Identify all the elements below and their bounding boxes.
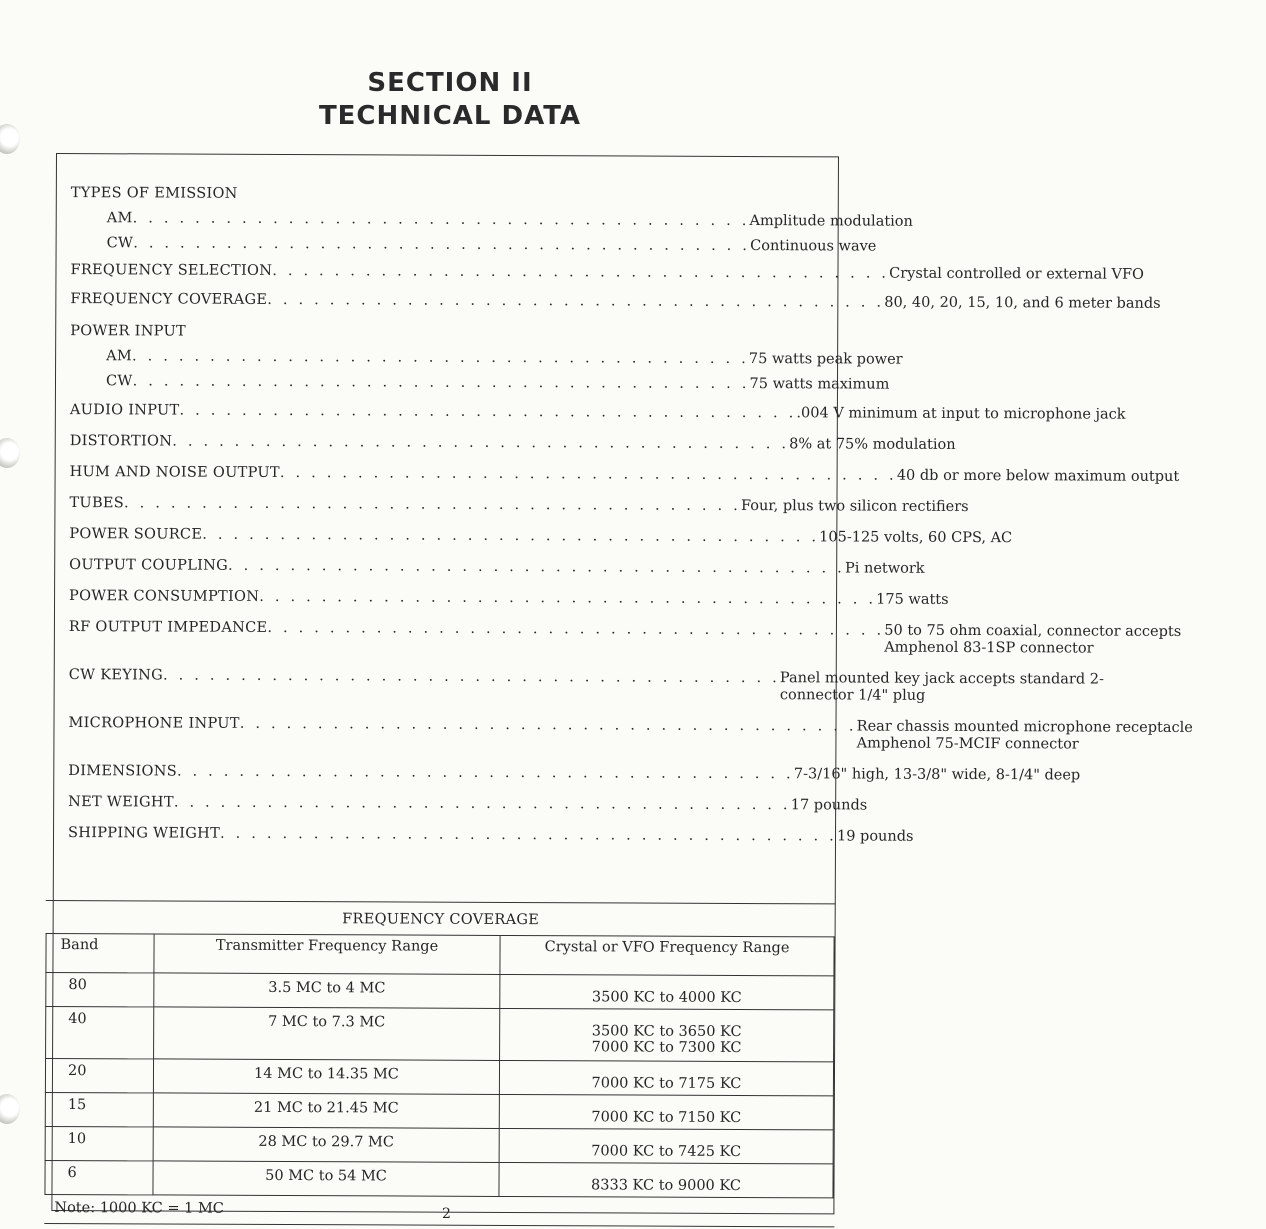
spec-item (68, 794, 868, 814)
spec-label: HUM AND NOISE OUTPUT (69, 464, 280, 481)
crystal-range-cell (499, 1094, 833, 1129)
spec-value: 19 pounds (836, 828, 914, 845)
spec-item (68, 715, 1193, 753)
spec-value: 175 watts (876, 591, 949, 608)
section-heading: SECTION II (367, 68, 533, 98)
spec-value: Panel mounted key jack accepts standard 2-connector 1/4" plug (779, 670, 1104, 704)
dot-leader: . . . . . . . . . . . . . . . . . . . . . . . . . . . . . . . . . . . . . . . . (179, 402, 797, 422)
dot-leader: . . . . . . . . . . . . . . . . . . . . . . . . . . . . . . . . . . . . . . . . (267, 291, 885, 311)
spec-row (69, 557, 925, 577)
crystal-range-cell (500, 1008, 834, 1061)
spec-group-label: POWER INPUT (70, 323, 187, 340)
spec-row (69, 495, 969, 515)
spec-value: Rear chassis mounted microphone receptacle Amphenol 75-MCIF connector (856, 718, 1193, 753)
dot-leader: . . . . . . . . . . . . . . . . . . . . . . . . . . . . . . . . . . . . . . . . (132, 348, 749, 368)
crystal-range-line: 3500 KC to 4000 KC (591, 989, 742, 1007)
spec-value: 75 watts maximum (749, 376, 890, 393)
spec-item (70, 291, 1161, 312)
spec-label: SHIPPING WEIGHT (67, 825, 221, 842)
dot-leader: . . . . . . . . . . . . . . . . . . . . . . . . . . . . . . . . . . . . . . . . (279, 464, 897, 484)
dot-leader: . . . . . . . . . . . . . . . . . . . . . . . . . . . . . . . . . . . . . . . . (172, 433, 790, 453)
spec-value: 75 watts peak power (748, 351, 903, 368)
dot-leader: . . . . . . . . . . . . . . . . . . . . . . . . . . . . . . . . . . . . . . . . (202, 526, 820, 546)
table-row (46, 1006, 834, 1061)
spec-label: DISTORTION (69, 433, 173, 450)
frequency-coverage-section (44, 900, 835, 1227)
dot-leader: . . . . . . . . . . . . . . . . . . . . . . . . . . . . . . . . . . . . . . . . (132, 210, 750, 230)
spec-row (69, 402, 1126, 423)
dot-leader: . . . . . . . . . . . . . . . . . . . . . . . . . . . . . . . . . . . . . . . . (124, 495, 742, 514)
transmitter-range-cell: 7 MC to 7.3 MC (154, 1007, 500, 1061)
crystal-range-line: 7000 KC to 7425 KC (591, 1143, 742, 1160)
spec-label: DIMENSIONS (68, 763, 177, 780)
spec-item (68, 619, 1182, 657)
binder-hole-bottom (0, 1094, 20, 1124)
spec-row (68, 763, 1081, 784)
spec-item (67, 825, 914, 845)
spec-label: POWER SOURCE (69, 526, 203, 543)
spec-item (70, 262, 1144, 283)
spec-label: OUTPUT COUPLING (69, 557, 229, 574)
spec-row (69, 526, 1013, 547)
spec-label: AM (106, 348, 133, 365)
column-header-transmitter-range: Transmitter Frequency Range (154, 934, 500, 975)
spec-value: 8% at 75% modulation (789, 436, 956, 453)
spec-item (69, 526, 1013, 547)
spec-label: MICROPHONE INPUT (68, 715, 240, 732)
transmitter-range-cell: 28 MC to 29.7 MC (153, 1127, 499, 1163)
spec-item (70, 182, 913, 255)
spec-item (69, 588, 949, 608)
spec-item (69, 402, 1126, 423)
column-header-band: Band (46, 933, 154, 972)
spec-value: 80, 40, 20, 15, 10, and 6 meter bands (884, 294, 1161, 312)
spec-row (70, 262, 1144, 283)
spec-item (70, 320, 903, 393)
spec-label: AM (106, 210, 133, 227)
crystal-range-cell (499, 1162, 833, 1197)
spec-list (67, 168, 1193, 845)
spec-value: 7-3/16" high, 13-3/8" wide, 8-1/4" deep (793, 766, 1081, 784)
band-cell: 80 (46, 972, 154, 1006)
table-row (46, 972, 834, 1009)
spec-label: NET WEIGHT (68, 794, 174, 811)
dot-leader: . . . . . . . . . . . . . . . . . . . . . . . . . . . . . . . . . . . . . . . . (228, 557, 846, 577)
spec-row (68, 619, 1182, 657)
spec-label: FREQUENCY SELECTION (70, 262, 273, 279)
dot-leader: . . . . . . . . . . . . . . . . . . . . . . . . . . . . . . . . . . . . . . . . (176, 763, 794, 783)
coverage-table-title: FREQUENCY COVERAGE (342, 911, 540, 929)
spec-item (69, 557, 925, 577)
dot-leader: . . . . . . . . . . . . . . . . . . . . . . . . . . . . . . . . . . . . . . . . (259, 588, 877, 608)
spec-row (68, 715, 1193, 753)
transmitter-range-cell: 3.5 MC to 4 MC (154, 973, 500, 1009)
spec-group-label: TYPES OF EMISSION (70, 185, 238, 202)
spec-row (68, 794, 868, 814)
spec-sub-row (71, 235, 877, 255)
spec-value: 50 to 75 ohm coaxial, connector accepts Amphenol 83-1SP connector (884, 622, 1182, 657)
spec-value: Amplitude modulation (749, 213, 913, 230)
spec-sub-row (71, 210, 913, 230)
spec-row (67, 825, 914, 845)
spec-row (69, 464, 1180, 485)
spec-row (68, 667, 1104, 704)
spec-label: POWER CONSUMPTION (69, 588, 260, 605)
dot-leader: . . . . . . . . . . . . . . . . . . . . . . . . . . . . . . . . . . . . . . . . (267, 619, 885, 639)
band-cell: 20 (45, 1058, 153, 1092)
spec-label: FREQUENCY COVERAGE (70, 291, 268, 308)
spec-row (69, 588, 949, 608)
dot-leader: . . . . . . . . . . . . . . . . . . . . . . . . . . . . . . . . . . . . . . . . (132, 373, 750, 393)
spec-value: 17 pounds (790, 797, 868, 814)
spec-label: CW KEYING (68, 667, 164, 684)
spec-item (69, 495, 969, 515)
spec-item (68, 763, 1081, 784)
crystal-range-line: 7000 KC to 7150 KC (591, 1109, 742, 1126)
crystal-range-cell (499, 1128, 833, 1163)
transmitter-range-cell: 50 MC to 54 MC (153, 1161, 499, 1197)
transmitter-range-cell: 14 MC to 14.35 MC (153, 1059, 499, 1095)
spec-row (69, 433, 956, 453)
spec-label: TUBES (69, 495, 125, 512)
crystal-range-line: 3500 KC to 3650 KC (591, 1023, 742, 1040)
spec-sub-row (70, 348, 903, 368)
table-row (45, 1058, 833, 1095)
crystal-range-cell (499, 1060, 833, 1095)
spec-value: Continuous wave (750, 238, 877, 255)
table-note: Note: 1000 KC = 1 MC (44, 1195, 834, 1227)
spec-value: Pi network (844, 560, 925, 577)
binder-hole-middle (0, 438, 20, 468)
page-number: 2 (442, 1206, 451, 1222)
table-header-row (46, 933, 834, 975)
spec-value: 105-125 volts, 60 CPS, AC (819, 529, 1013, 547)
crystal-range-cell (500, 974, 834, 1009)
spec-label: RF OUTPUT IMPEDANCE (68, 619, 268, 636)
spec-item (69, 433, 956, 453)
dot-leader: . . . . . . . . . . . . . . . . . . . . . . . . . . . . . . . . . . . . . . . . (133, 235, 751, 255)
band-cell: 40 (46, 1006, 154, 1058)
frequency-coverage-table (44, 933, 834, 1198)
transmitter-range-cell: 21 MC to 21.45 MC (153, 1093, 499, 1129)
spec-item (69, 464, 1180, 485)
spec-value: Four, plus two silicon rectifiers (740, 497, 969, 515)
table-row (45, 1092, 833, 1129)
band-cell: 15 (45, 1092, 153, 1126)
dot-leader: . . . . . . . . . . . . . . . . . . . . . . . . . . . . . . . . . . . . . . . . (173, 794, 791, 814)
technical-data-frame (51, 153, 1193, 1217)
spec-label: CW (106, 235, 134, 252)
dot-leader: . . . . . . . . . . . . . . . . . . . . . . . . . . . . . . . . . . . . . . . . (239, 715, 857, 735)
page-title: TECHNICAL DATA (318, 101, 582, 131)
spec-label: AUDIO INPUT (69, 402, 180, 419)
dot-leader: . . . . . . . . . . . . . . . . . . . . . . . . . . . . . . . . . . . . . . . . (220, 825, 838, 845)
band-cell: 6 (45, 1160, 153, 1194)
table-row (45, 1126, 833, 1163)
crystal-range-line: 7000 KC to 7175 KC (591, 1075, 742, 1092)
spec-item (68, 667, 1104, 704)
dot-leader: . . . . . . . . . . . . . . . . . . . . . . . . . . . . . . . . . . . . . . . . (162, 667, 780, 687)
spec-label: CW (105, 373, 133, 390)
spec-row (70, 291, 1161, 312)
band-cell: 10 (45, 1126, 153, 1160)
spec-value: .004 V minimum at input to microphone jack (796, 405, 1126, 423)
crystal-range-line: 7000 KC to 7300 KC (591, 1039, 742, 1056)
column-header-crystal-range: Crystal or VFO Frequency Range (500, 935, 834, 975)
spec-sub-row (70, 373, 890, 393)
crystal-range-line: 8333 KC to 9000 KC (591, 1177, 741, 1194)
table-row (45, 1160, 833, 1197)
dot-leader: . . . . . . . . . . . . . . . . . . . . . . . . . . . . . . . . . . . . . . . . (272, 262, 890, 282)
spec-value: 40 db or more below maximum output (896, 467, 1180, 485)
spec-value: Crystal controlled or external VFO (889, 265, 1144, 283)
